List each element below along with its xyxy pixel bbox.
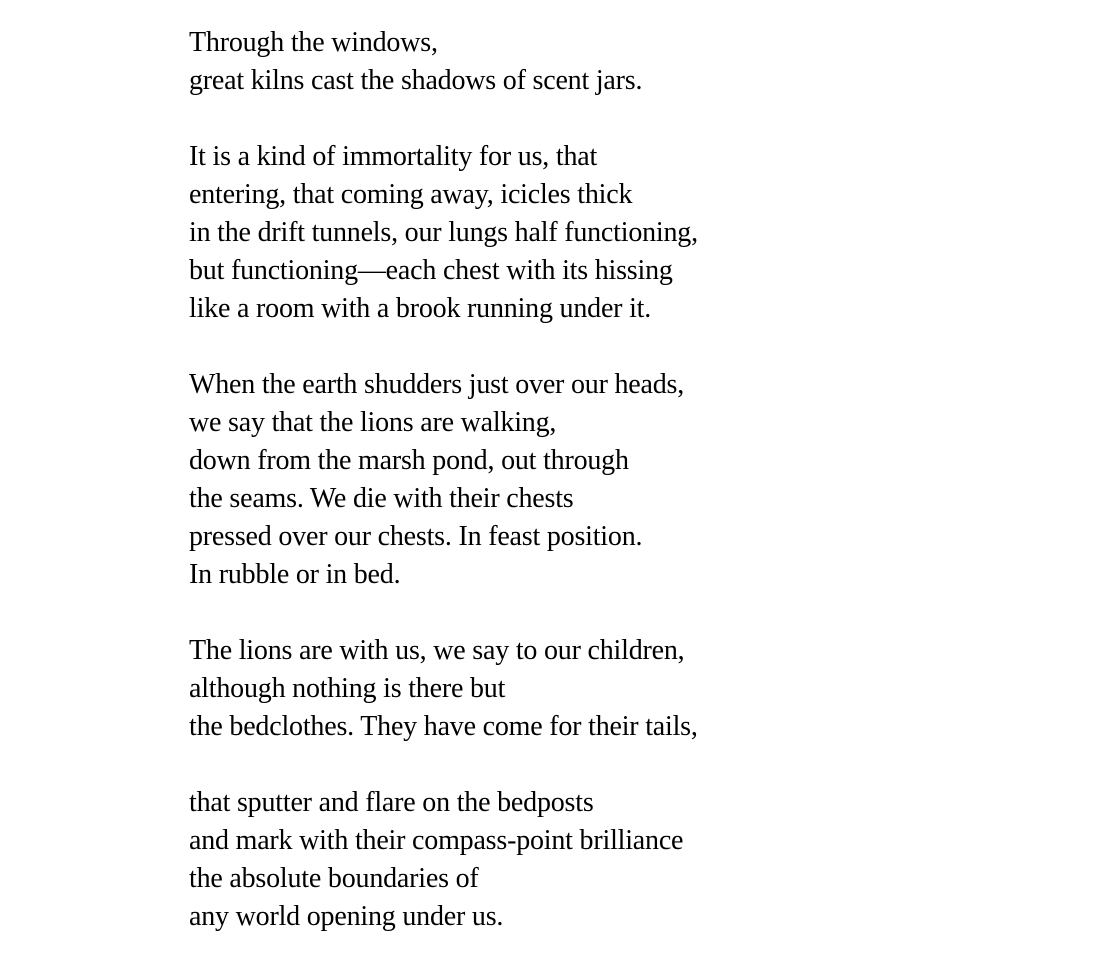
poem-line: When the earth shudders just over our heads, <box>189 369 685 400</box>
poem-line: the bedclothes. They have come for their tails, <box>189 711 698 742</box>
poem-line: like a room with a brook running under it. <box>189 293 652 324</box>
poem-line: down from the marsh pond, out through <box>189 445 629 476</box>
poem-line: pressed over our chests. In feast position. <box>189 521 643 552</box>
poem-line: we say that the lions are walking, <box>189 407 557 438</box>
poem-line: the absolute boundaries of <box>189 863 479 894</box>
poem-line: entering, that coming away, icicles thick <box>189 179 633 210</box>
poem-line: It is a kind of immortality for us, that <box>189 141 598 172</box>
poem-line: that sputter and flare on the bedposts <box>189 787 594 818</box>
stanza-4 <box>189 632 1069 746</box>
poem-line: Through the windows, <box>189 27 438 58</box>
poem-line: any world opening under us. <box>189 901 504 932</box>
poem-line: the seams. We die with their chests <box>189 483 574 514</box>
stanza-5 <box>189 784 1069 936</box>
stanza-2 <box>189 138 1069 328</box>
stanza-3 <box>189 366 1069 594</box>
poem-line: The lions are with us, we say to our children, <box>189 635 685 666</box>
stanza-1 <box>189 24 1069 100</box>
poem-line: although nothing is there but <box>189 673 506 704</box>
poem-line: In rubble or in bed. <box>189 559 401 590</box>
poem-line: in the drift tunnels, our lungs half functioning, <box>189 217 698 248</box>
poem-line: but functioning—each chest with its hissing <box>189 255 673 286</box>
poem-line: and mark with their compass-point brilliance <box>189 825 684 856</box>
poem-text <box>189 24 1069 974</box>
poem-line: great kilns cast the shadows of scent jars. <box>189 65 643 96</box>
